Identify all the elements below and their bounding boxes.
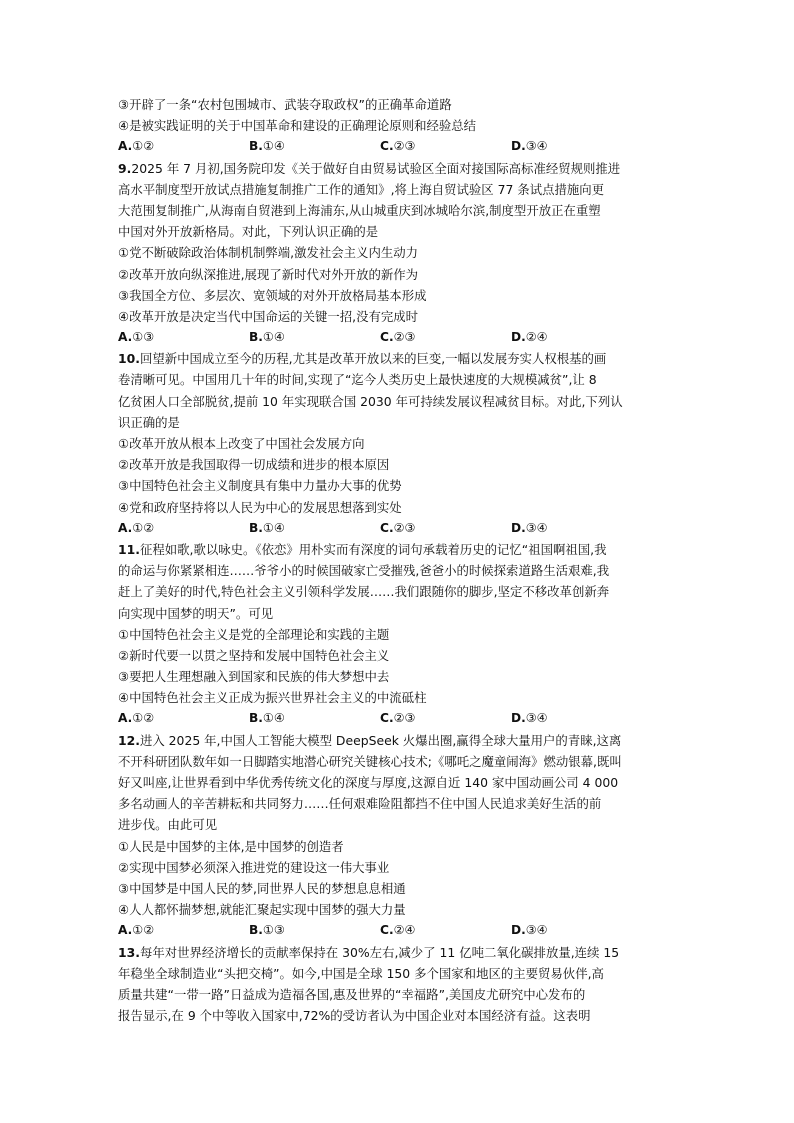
q13-stem-line: 13.每年对世界经济增长的贡献率保持在 30%左右,减少了 11 亿吨二氧化碳排放量,连续 15 [118,944,620,960]
q12-item-4: ④人人都怀揣梦想,就能汇聚起实现中国梦的强大力量 [118,902,406,918]
q9-item-2: ②改革开放向纵深推进,展现了新时代对外开放的新作为 [118,266,419,282]
q12-stem-line: 多名动画人的辛苦耕耘和共同努力……任何艰难险阻都挡不住中国人民追求美好生活的前 [118,796,602,812]
q8-option-d[interactable]: D.③④ [511,139,548,154]
q8-item-3: ③开辟了一条“农村包围城市、武装夺取政权”的正确革命道路 [118,97,452,112]
q8-option-c[interactable]: C.②③ [380,139,416,154]
q9-item-4: ④改革开放是决定当代中国命运的关键一招,没有完成时 [118,308,419,324]
q8-option-b[interactable]: B.①④ [249,139,285,154]
q11-item-4: ④中国特色社会主义正成为振兴世界社会主义的中流砥柱 [118,690,427,706]
q12-option-d[interactable]: D.③④ [511,923,548,938]
q13-number: 13. [118,944,140,960]
question-10 [118,348,678,539]
q12-stem-line: 好又叫座,让世界看到中华优秀传统文化的深度与厚度,这源自近 140 家中国动画公司 4 000 [118,775,619,790]
question-12 [118,730,678,942]
q12-stem-line: 不开科研团队数年如一日脚踏实地潜心研究关键核心技术;《哪吒之魔童闹海》燃动银幕,既叫 [118,753,622,769]
q10-stem-line: 识正确的是 [118,414,180,430]
q10-item-4: ④党和政府坚持将以人民为中心的发展思想落到实处 [118,499,402,515]
q12-item-2: ②实现中国梦必须深入推进党的建设这一伟大事业 [118,859,390,875]
question-8 [118,94,678,158]
q13-stem-line: 年稳坐全球制造业“头把交椅”。如今,中国是全球 150 多个国家和地区的主要贸易伙伴,高 [118,965,604,981]
q9-stem-line: 中国对外开放新格局。对此，下列认识正确的是 [118,224,379,240]
q8-option-a[interactable]: A.①② [118,139,155,154]
q11-stem-line: 向实现中国梦的明天”。可见 [118,605,274,621]
q10-option-d[interactable]: D.③④ [511,520,548,535]
q12-item-1: ①人民是中国梦的主体,是中国梦的创造者 [118,838,344,854]
q8-item-4: ④是被实践证明的关于中国革命和建设的正确理论原则和经验总结 [118,118,477,134]
q12-option-c[interactable]: C.②④ [380,923,416,938]
q13-stem-line: 质量共建“一带一路”日益成为造福各国,惠及世界的“幸福路”,美国皮尤研究中心发布的 [118,986,586,1002]
q9-number: 9. [118,160,132,176]
q11-item-2: ②新时代要一以贯之坚持和发展中国特色社会主义 [118,647,390,663]
q12-options [118,920,678,941]
q9-stem-line: 9.2025 年 7 月初,国务院印发《关于做好自由贸易试验区全面对接国际高标准经贸规则推进 [118,160,621,176]
q10-option-c[interactable]: C.②③ [380,520,416,535]
q10-number: 10. [118,351,140,367]
q9-item-1: ①党不断破除政治体制机制弊端,激发社会主义内生动力 [118,245,419,261]
q11-stem-line: 赶上了美好的时代,特色社会主义引领科学发展……我们跟随你的脚步,坚定不移改革创新奔 [118,584,610,600]
question-9 [118,158,678,349]
q12-stem-line: 12.进入 2025 年,中国人工智能大模型 DeepSeek 火爆出圈,赢得全球大量用户的青睐,这离 [118,732,622,748]
q9-option-a[interactable]: A.①③ [118,330,155,345]
q9-options [118,327,678,348]
q10-stem-line: 10.回望新中国成立至今的历程,尤其是改革开放以来的巨变,一幅以发展夯实人权根基的画 [118,351,607,367]
q11-item-1: ①中国特色社会主义是党的全部理论和实践的主题 [118,626,390,642]
q9-item-3: ③我国全方位、多层次、宽领域的对外开放格局基本形成 [118,287,427,303]
q12-option-a[interactable]: A.①② [118,923,155,938]
q12-item-3: ③中国梦是中国人民的梦,同世界人民的梦想息息相通 [118,880,406,896]
q11-number: 11. [118,541,140,557]
q10-option-a[interactable]: A.①② [118,520,155,535]
q10-item-3: ③中国特色社会主义制度具有集中力量办大事的优势 [118,478,402,494]
q11-option-a[interactable]: A.①② [118,711,155,726]
q12-number: 12. [118,732,140,748]
q10-option-b[interactable]: B.①④ [249,520,285,535]
q9-stem-line: 高水平制度型开放试点措施复制推广工作的通知》,将上海自贸试验区 77 条试点措施向更 [118,181,605,197]
q9-option-c[interactable]: C.②③ [380,330,416,345]
q12-stem-line: 进步伐。由此可见 [118,817,218,833]
q11-stem-line: 的命运与你紧紧相连……爷爷小的时候国破家亡受摧残,爸爸小的时候探索道路生活艰难,我 [118,563,610,579]
q11-option-d[interactable]: D.③④ [511,711,548,726]
q11-option-b[interactable]: B.①④ [249,711,285,726]
q10-options [118,518,678,539]
q8-options [118,136,678,157]
q9-stem-line: 大范围复制推广,从海南自贸港到上海浦东,从山城重庆到冰城哈尔滨,制度型开放正在重塑 [118,202,601,218]
q11-options [118,708,678,729]
exam-page [118,94,678,1026]
q13-stem-line: 报告显示,在 9 个中等收入国家中,72%的受访者认为中国企业对本国经济有益。这表明 [118,1008,591,1024]
q10-stem-line: 卷清晰可见。中国用几十年的时间,实现了“迄今人类历史上最快速度的大规模减贫”,让 8 [118,372,597,388]
q10-stem-line: 亿贫困人口全部脱贫,提前 10 年实现联合国 2030 年可持续发展议程减贫目标。对此,下列认 [118,393,623,409]
q9-option-d[interactable]: D.②④ [511,330,548,345]
q10-item-1: ①改革开放从根本上改变了中国社会发展方向 [118,436,365,451]
q12-option-b[interactable]: B.①③ [249,923,285,938]
q11-option-c[interactable]: C.②③ [380,711,416,726]
question-11 [118,539,678,730]
q11-item-3: ③要把人生理想融入到国家和民族的伟大梦想中去 [118,669,390,685]
q11-stem-line: 11.征程如歌,歌以咏史。《依恋》用朴实而有深度的词句承载着历史的记忆“祖国啊祖国,我 [118,541,607,557]
question-13 [118,942,678,1027]
q9-option-b[interactable]: B.①④ [249,330,285,345]
q10-item-2: ②改革开放是我国取得一切成绩和进步的根本原因 [118,457,390,473]
